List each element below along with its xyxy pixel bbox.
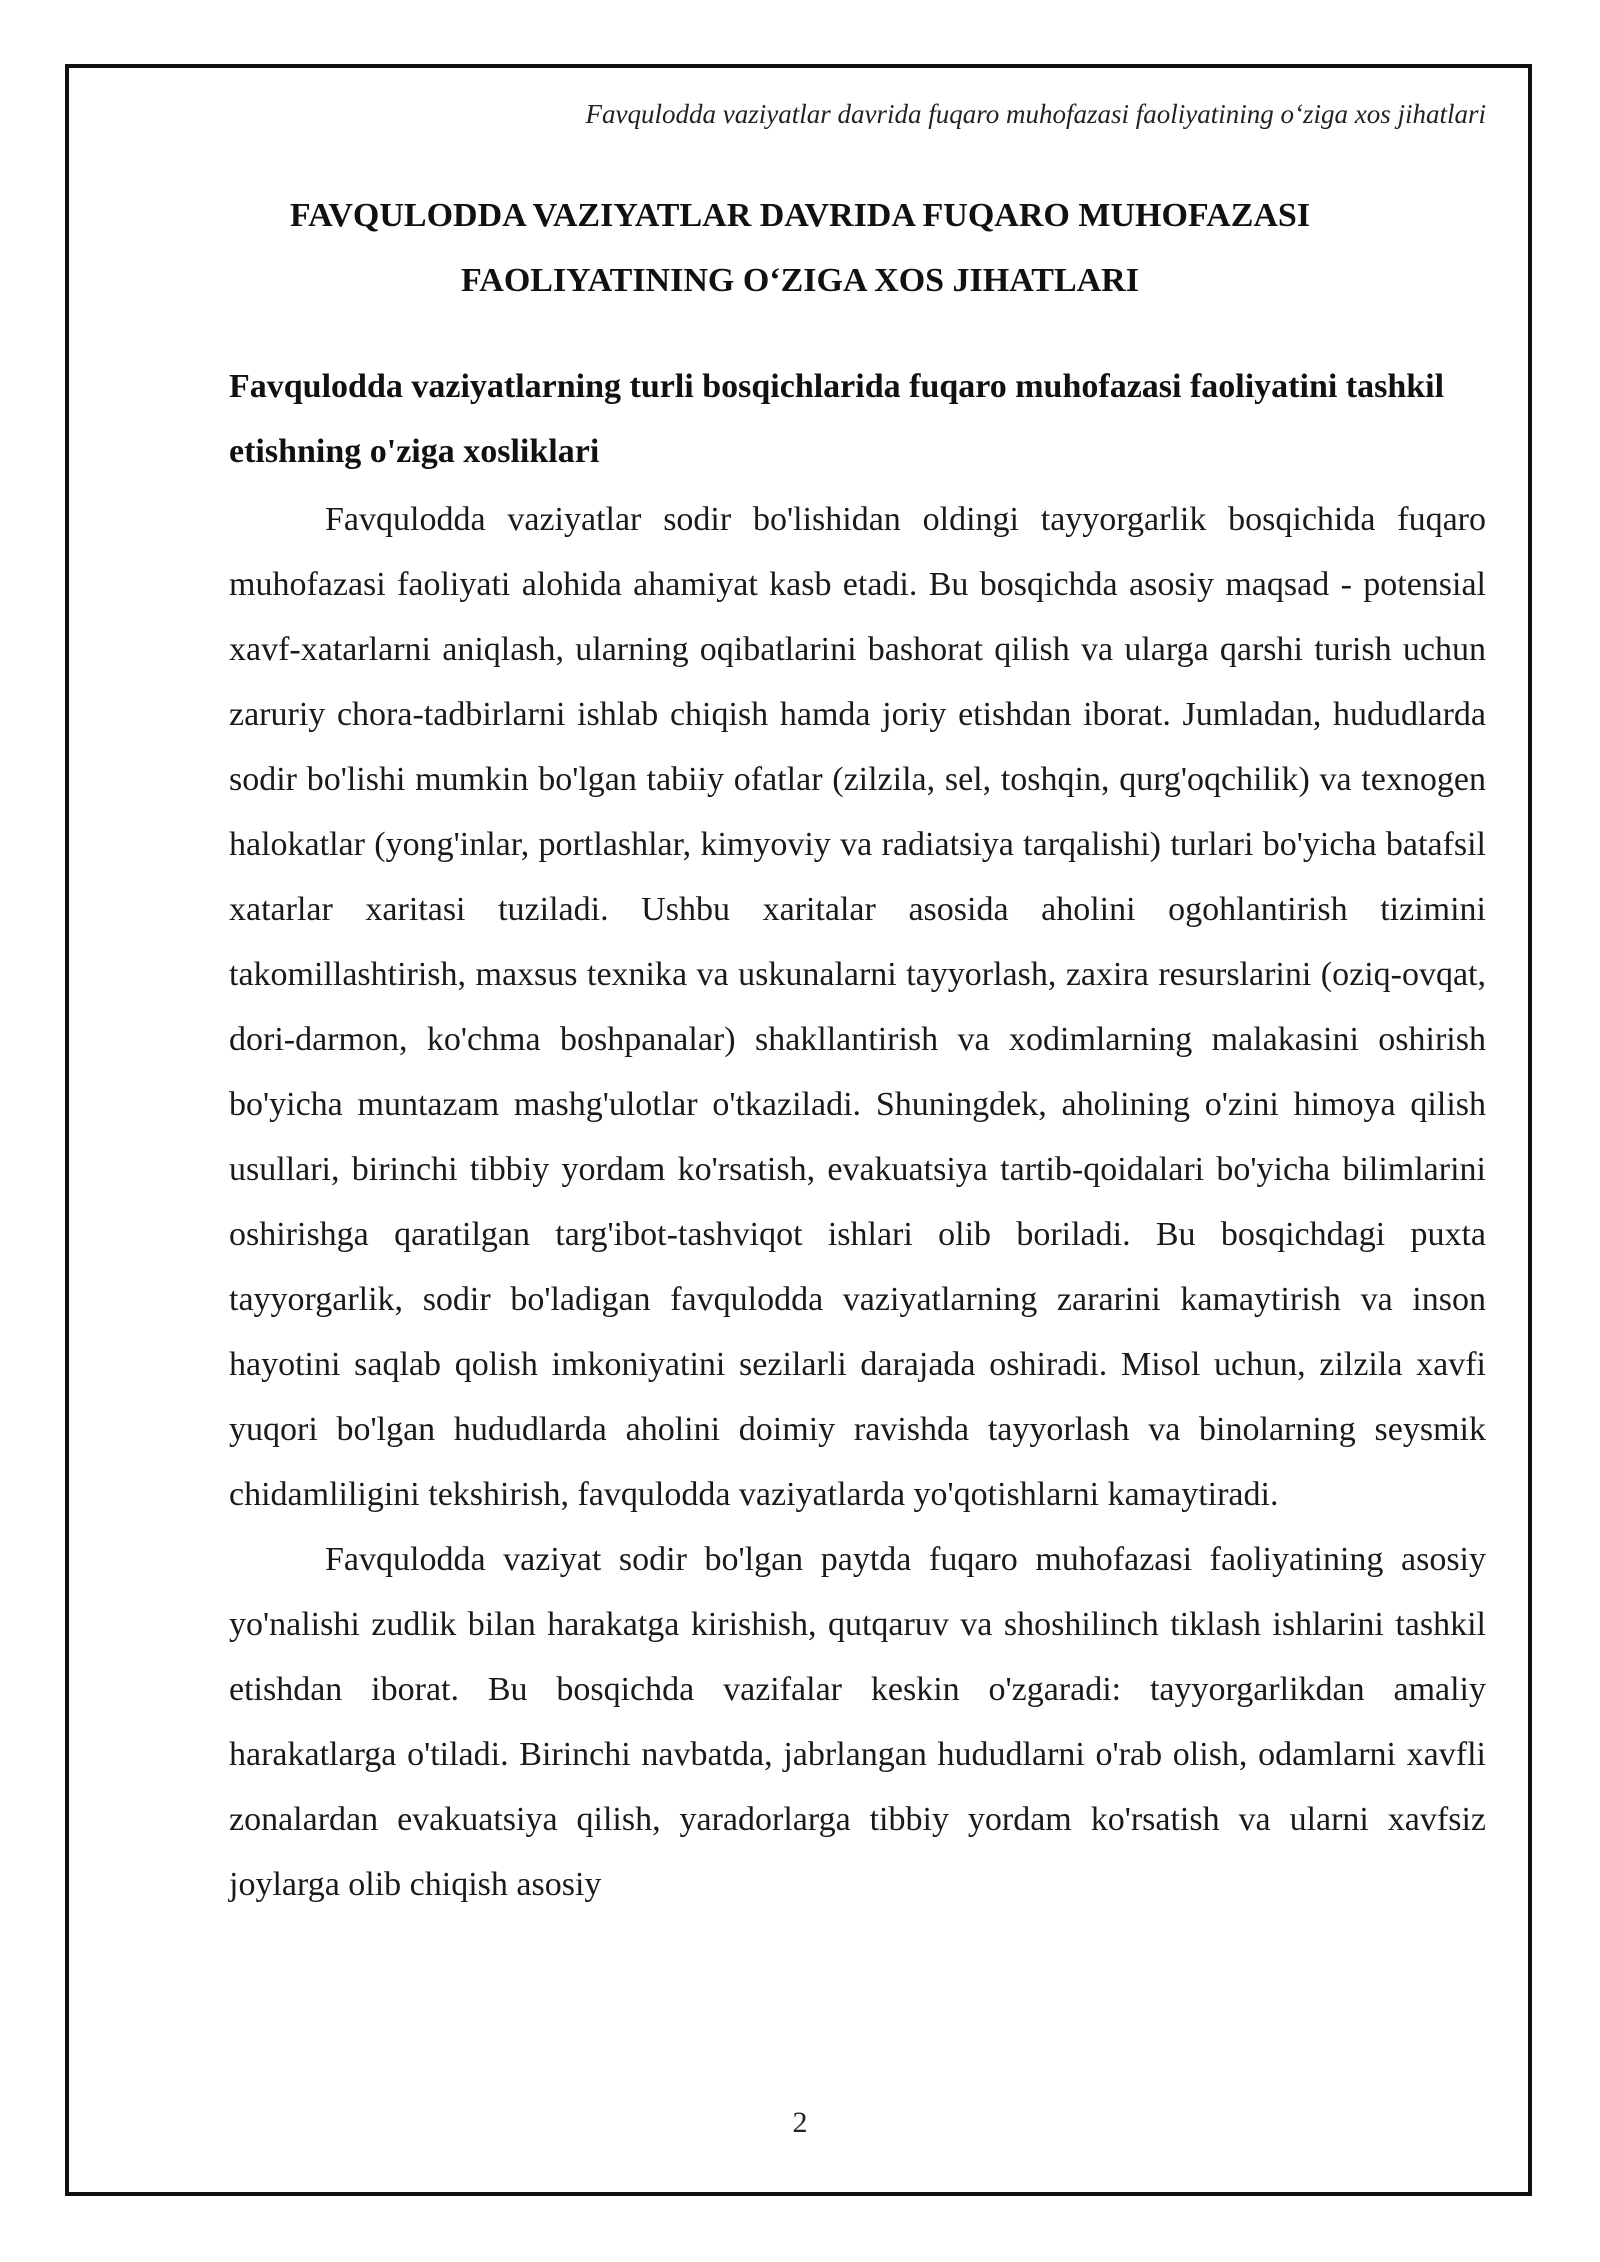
body-paragraph-2: Favqulodda vaziyat sodir bo'lgan paytda fuqaro muhofazasi faoliyatining asosiy yo'nalishi zudlik bilan harakatga kirishish, qutqaruv va shoshilinch tiklash ishlarini tashkil etishdan iborat. Bu bosqichda vazifalar keskin o'zgaradi: tayyorgarlikdan amaliy harakatlarga o'tiladi. Birinchi navbatda, jabrlangan hududlarni o'rab olish, odamlarni xavfli zonalardan evakuatsiya qilish, yaradorlarga tibbiy yordam ko'rsatish va ularni xavfsiz joylarga olib chiqish asosiy <box>229 1541 1486 1903</box>
document-title <box>229 183 1371 313</box>
document-body <box>229 354 1486 1917</box>
document-title-line-1: FAVQULODDA VAZIYATLAR DAVRIDA FUQARO MUHOFAZASI <box>289 197 1311 234</box>
section-heading: Favqulodda vaziyatlarning turli bosqichlarida fuqaro muhofazasi faoliyatini tashkil etishning o'ziga xosliklari <box>229 368 1445 470</box>
document-title-line-2: FAOLIYATINING O‘ZIGA XOS JIHATLARI <box>461 262 1139 299</box>
page-number: 2 <box>792 2106 808 2139</box>
body-paragraph-1: Favqulodda vaziyatlar sodir bo'lishidan oldingi tayyorgarlik bosqichida fuqaro muhofazasi faoliyati alohida ahamiyat kasb etadi. Bu bosqichda asosiy maqsad - potensial xavf-xatarlarni aniqlash, ularning oqibatlarini bashorat qilish va ularga qarshi turish uchun zaruriy chora-tadbirlarni ishlab chiqish hamda joriy etishdan iborat. Jumladan, hududlarda sodir bo'lishi mumkin bo'lgan tabiiy ofatlar (zilzila, sel, toshqin, qurg'oqchilik) va texnogen halokatlar (yong'inlar, portlashlar, kimyoviy va radiatsiya tarqalishi) turlari bo'yicha batafsil xatarlar xaritasi tuziladi. Ushbu xaritalar asosida aholini ogohlantirish tizimini takomillashtirish, maxsus texnika va uskunalarni tayyorlash, zaxira resurslarini (oziq-ovqat, dori-darmon, ko'chma boshpanalar) shakllantirish va xodimlarning malakasini oshirish bo'yicha muntazam mashg'ulotlar o'tkaziladi. Shuningdek, aholining o'zini himoya qilish usullari, birinchi tibbiy yordam ko'rsatish, evakuatsiya tartib-qoidalari bo'yicha bilimlarini oshirishga qaratilgan targ'ibot-tashviqot ishlari olib boriladi. Bu bosqichdagi puxta tayyorgarlik, sodir bo'ladigan favqulodda vaziyatlarning zararini kamaytirish va inson hayotini saqlab qolish imkoniyatini sezilarli darajada oshiradi. Misol uchun, zilzila xavfi yuqori bo'lgan hududlarda aholini doimiy ravishda tayyorlash va binolarning seysmik chidamliligini tekshirish, favqulodda vaziyatlarda yo'qotishlarni kamaytiradi. <box>229 501 1486 1513</box>
running-header: Favqulodda vaziyatlar davrida fuqaro muhofazasi faoliyatining o‘ziga xos jihatlari <box>585 99 1486 129</box>
